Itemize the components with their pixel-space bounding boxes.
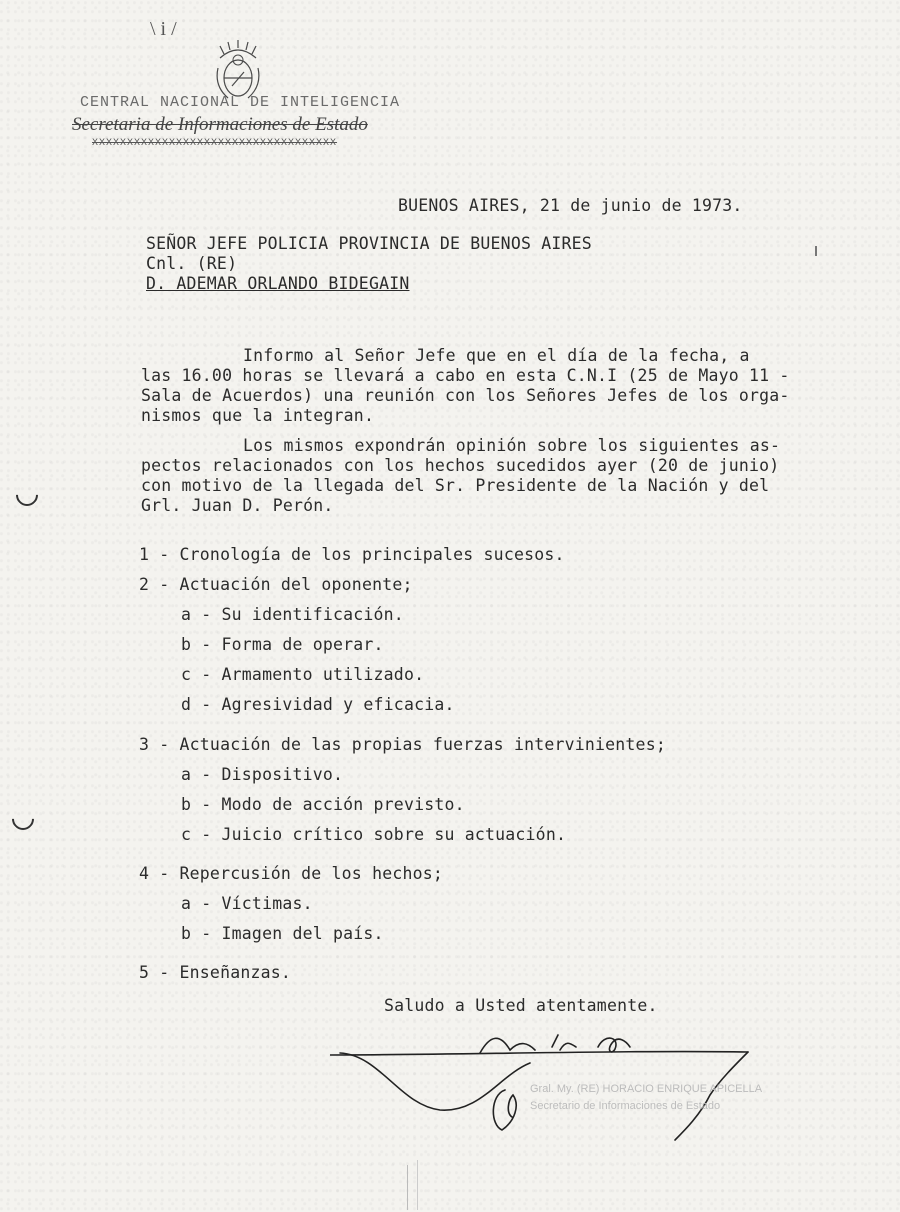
margin-punch-mark-top [11,479,42,510]
paragraph1-line3: Sala de Acuerdos) una reunión con los Señores Jefes de los orga- [141,386,790,405]
paragraph2-line3: con motivo de la llegada del Sr. Presidente de la Nación y del [141,476,770,495]
closing-line: Saludo a Usted atentamente. [384,996,658,1015]
list-item-4b: b - Imagen del país. [181,924,384,943]
signature-stamp-line2: Secretario de Informaciones de Estado [530,1100,721,1112]
paragraph2-line2: pectos relacionados con los hechos sucedidos ayer (20 de junio) [141,456,780,475]
list-item-2a: a - Su identificación. [181,605,404,624]
margin-punch-mark-bottom [7,803,38,834]
signature-stamp-line1: Gral. My. (RE) HORACIO ENRIQUE APICELLA [530,1083,763,1095]
addressee-line3: D. ADEMAR ORLANDO BIDEGAIN [146,274,410,293]
paragraph2-line4: Grl. Juan D. Perón. [141,496,334,515]
list-item-4a: a - Víctimas. [181,894,313,913]
list-item-3c: c - Juicio crítico sobre su actuación. [181,825,567,844]
list-item-3: 3 - Actuación de las propias fuerzas intervinientes; [139,735,666,754]
addressee-line1: SEÑOR JEFE POLICIA PROVINCIA DE BUENOS AIRES [146,234,592,253]
list-item-1: 1 - Cronología de los principales sucesos. [139,545,565,564]
top-handwritten-marks: \ i / [150,18,177,40]
scan-artifact-line-2 [417,1160,418,1210]
list-item-2c: c - Armamento utilizado. [181,665,425,684]
list-item-4: 4 - Repercusión de los hechos; [139,864,444,883]
addressee-line2: Cnl. (RE) [146,254,238,273]
place-date: BUENOS AIRES, 21 de junio de 1973. [398,196,743,215]
list-item-3a: a - Dispositivo. [181,765,344,784]
list-item-2d: d - Agresividad y eficacia. [181,695,455,714]
letterhead-line1: CENTRAL NACIONAL DE INTELIGENCIA [80,94,401,111]
paragraph1-line4: nismos que la integran. [141,406,375,425]
list-item-2b: b - Forma de operar. [181,635,384,654]
letterhead-line3: XXXXXXXXXXXXXXXXXXXXXXXXXXXXXXXXXXX [92,138,338,149]
scan-artifact-line [407,1165,408,1210]
paragraph1-line1: Informo al Señor Jefe que en el día de la fecha, a [243,346,750,365]
paragraph2-line1: Los mismos expondrán opinión sobre los siguientes as- [243,436,781,455]
scan-artifact-dot [815,246,817,256]
paragraph1-line2: las 16.00 horas se llevará a cabo en esta C.N.I (25 de Mayo 11 - [141,366,790,385]
list-item-2: 2 - Actuación del oponente; [139,575,413,594]
letterhead-line2: Secretaria de Informaciones de Estado [72,114,368,135]
list-item-5: 5 - Enseñanzas. [139,963,292,982]
list-item-3b: b - Modo de acción previsto. [181,795,465,814]
